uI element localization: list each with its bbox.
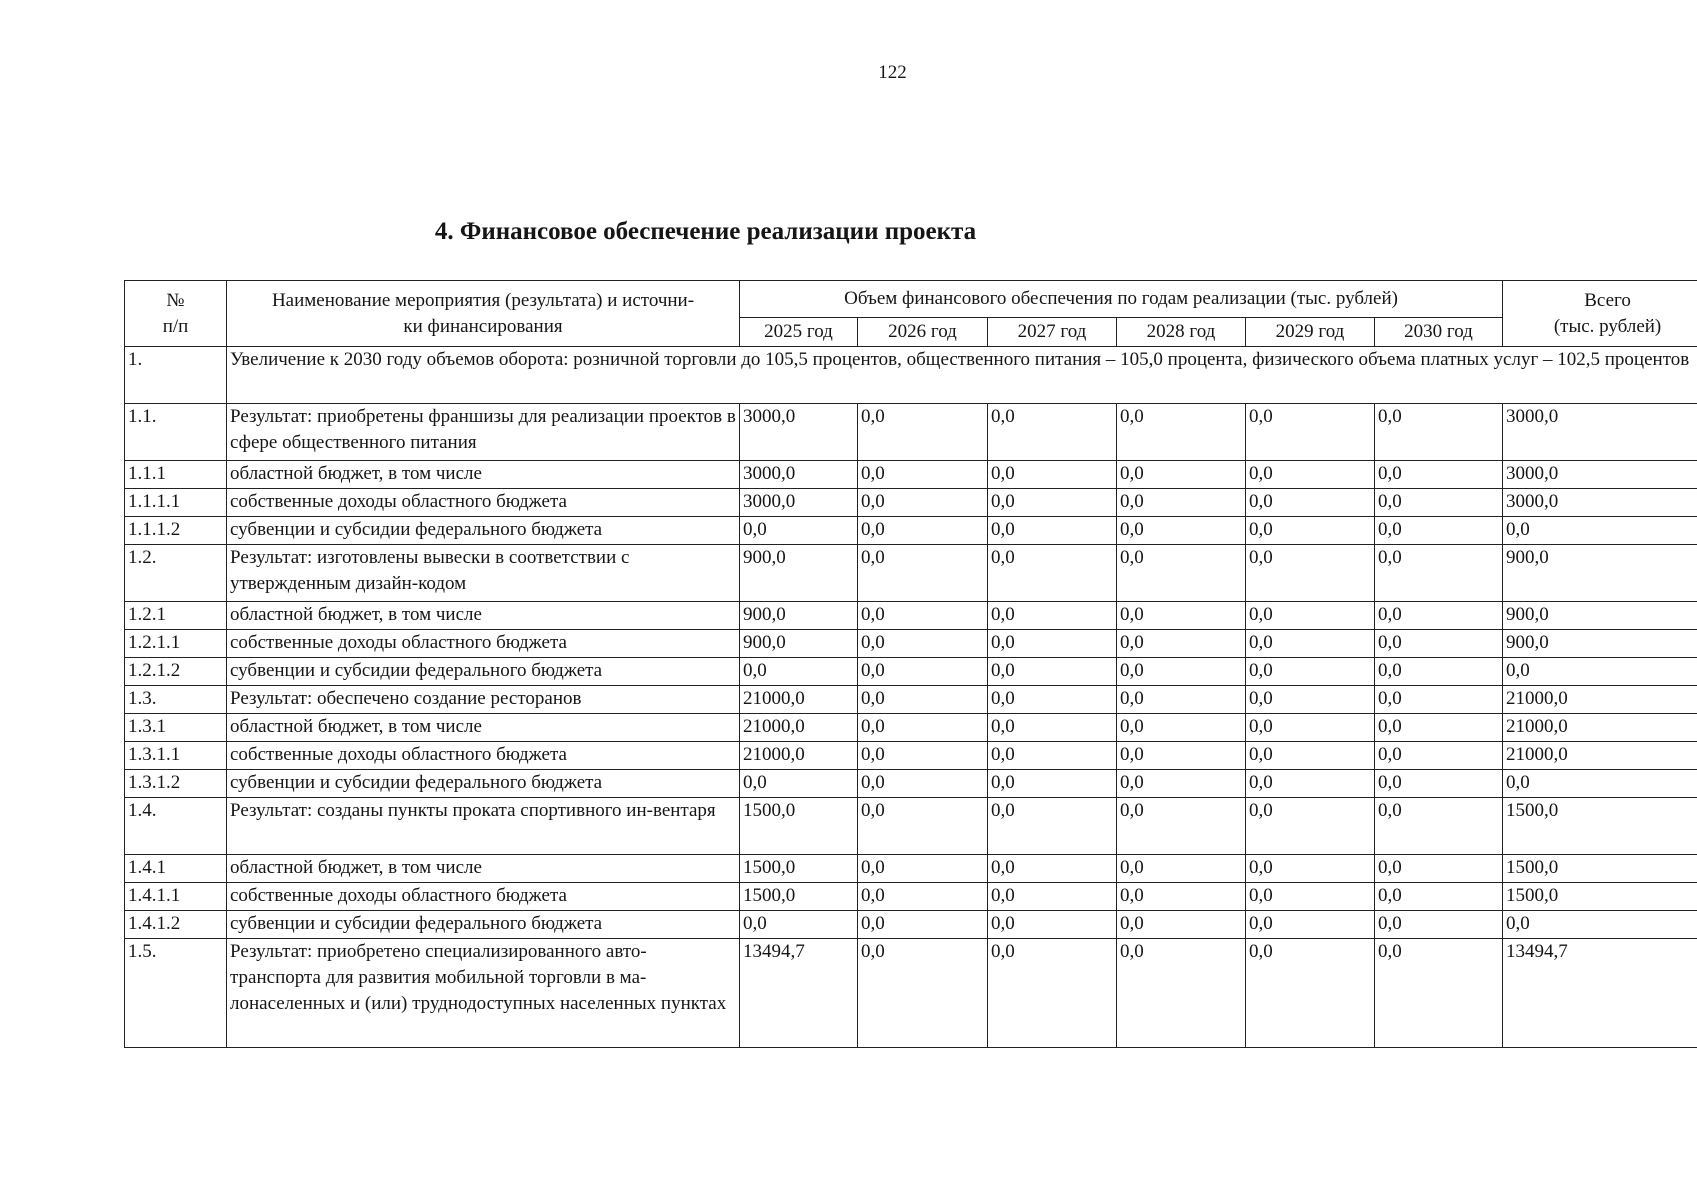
row-value-2025: 0,0 bbox=[740, 911, 858, 939]
row-value-2029: 0,0 bbox=[1246, 461, 1375, 489]
row-name: собственные доходы областного бюджета bbox=[227, 489, 740, 517]
row-value-2028: 0,0 bbox=[1117, 461, 1246, 489]
row-value-2025: 1500,0 bbox=[740, 883, 858, 911]
row-value-2029: 0,0 bbox=[1246, 517, 1375, 545]
row-value-2028: 0,0 bbox=[1117, 602, 1246, 630]
row-name: субвенции и субсидии федерального бюджета bbox=[227, 911, 740, 939]
header-year-2027: 2027 год bbox=[988, 318, 1117, 347]
row-number: 1.4. bbox=[125, 798, 227, 855]
row-value-2029: 0,0 bbox=[1246, 686, 1375, 714]
row-value-2025: 21000,0 bbox=[740, 714, 858, 742]
row-value-2025: 0,0 bbox=[740, 658, 858, 686]
header-year-2026: 2026 год bbox=[858, 318, 988, 347]
table-row bbox=[125, 545, 1697, 602]
goal-text: Увеличение к 2030 году объемов оборота: розничной торговли до 105,5 процентов, общественного питания – 105,0 процента, физического объема платных услуг – 102,5 процентов bbox=[227, 347, 1697, 404]
row-total: 13494,7 bbox=[1503, 939, 1697, 1048]
row-value-2026: 0,0 bbox=[858, 714, 988, 742]
row-value-2029: 0,0 bbox=[1246, 883, 1375, 911]
row-value-2029: 0,0 bbox=[1246, 602, 1375, 630]
row-value-2027: 0,0 bbox=[988, 714, 1117, 742]
table-row bbox=[125, 602, 1697, 630]
row-value-2029: 0,0 bbox=[1246, 742, 1375, 770]
row-value-2028: 0,0 bbox=[1117, 939, 1246, 1048]
table-row bbox=[125, 798, 1697, 855]
row-value-2026: 0,0 bbox=[858, 770, 988, 798]
header-volume: Объем финансового обеспечения по годам реализации (тыс. рублей) bbox=[740, 281, 1503, 318]
row-value-2027: 0,0 bbox=[988, 911, 1117, 939]
row-total: 0,0 bbox=[1503, 770, 1697, 798]
row-value-2030: 0,0 bbox=[1375, 686, 1503, 714]
row-number: 1.1. bbox=[125, 404, 227, 461]
header-number-label: № п/п bbox=[162, 289, 189, 337]
row-number: 1.2. bbox=[125, 545, 227, 602]
row-value-2026: 0,0 bbox=[858, 742, 988, 770]
row-value-2029: 0,0 bbox=[1246, 545, 1375, 602]
table-body bbox=[125, 347, 1697, 1048]
row-value-2026: 0,0 bbox=[858, 517, 988, 545]
row-value-2026: 0,0 bbox=[858, 686, 988, 714]
row-value-2025: 21000,0 bbox=[740, 686, 858, 714]
table-row bbox=[125, 404, 1697, 461]
row-name: собственные доходы областного бюджета bbox=[227, 742, 740, 770]
goal-number: 1. bbox=[125, 347, 227, 404]
row-total: 900,0 bbox=[1503, 602, 1697, 630]
row-value-2030: 0,0 bbox=[1375, 770, 1503, 798]
row-value-2028: 0,0 bbox=[1117, 489, 1246, 517]
row-value-2025: 13494,7 bbox=[740, 939, 858, 1048]
row-number: 1.1.1.2 bbox=[125, 517, 227, 545]
row-value-2027: 0,0 bbox=[988, 939, 1117, 1048]
row-value-2029: 0,0 bbox=[1246, 404, 1375, 461]
row-name: субвенции и субсидии федерального бюджета bbox=[227, 770, 740, 798]
row-value-2030: 0,0 bbox=[1375, 461, 1503, 489]
row-value-2028: 0,0 bbox=[1117, 770, 1246, 798]
table-row bbox=[125, 630, 1697, 658]
row-name: областной бюджет, в том числе bbox=[227, 855, 740, 883]
row-value-2030: 0,0 bbox=[1375, 911, 1503, 939]
row-value-2027: 0,0 bbox=[988, 630, 1117, 658]
document-title: 4. Финансовое обеспечение реализации проекта bbox=[434, 218, 977, 245]
row-value-2029: 0,0 bbox=[1246, 489, 1375, 517]
row-value-2028: 0,0 bbox=[1117, 686, 1246, 714]
row-total: 21000,0 bbox=[1503, 742, 1697, 770]
row-value-2025: 900,0 bbox=[740, 602, 858, 630]
row-total: 21000,0 bbox=[1503, 686, 1697, 714]
row-value-2026: 0,0 bbox=[858, 883, 988, 911]
table-row bbox=[125, 714, 1697, 742]
row-value-2026: 0,0 bbox=[858, 404, 988, 461]
row-value-2028: 0,0 bbox=[1117, 630, 1246, 658]
header-year-2029: 2029 год bbox=[1246, 318, 1375, 347]
table-row bbox=[125, 742, 1697, 770]
row-number: 1.1.1 bbox=[125, 461, 227, 489]
goal-row bbox=[125, 347, 1697, 404]
row-value-2027: 0,0 bbox=[988, 545, 1117, 602]
row-name: Результат: изготовлены вывески в соответствии с утвержденным дизайн-кодом bbox=[227, 545, 740, 602]
header-name bbox=[227, 281, 740, 347]
row-number: 1.5. bbox=[125, 939, 227, 1048]
header-year-2030: 2030 год bbox=[1375, 318, 1503, 347]
row-name: областной бюджет, в том числе bbox=[227, 714, 740, 742]
row-value-2025: 900,0 bbox=[740, 545, 858, 602]
row-value-2028: 0,0 bbox=[1117, 798, 1246, 855]
row-value-2028: 0,0 bbox=[1117, 714, 1246, 742]
row-number: 1.4.1.2 bbox=[125, 911, 227, 939]
row-number: 1.2.1.2 bbox=[125, 658, 227, 686]
row-total: 0,0 bbox=[1503, 517, 1697, 545]
row-value-2029: 0,0 bbox=[1246, 630, 1375, 658]
row-name: субвенции и субсидии федерального бюджета bbox=[227, 658, 740, 686]
row-value-2030: 0,0 bbox=[1375, 883, 1503, 911]
row-value-2025: 1500,0 bbox=[740, 855, 858, 883]
row-total: 900,0 bbox=[1503, 630, 1697, 658]
row-number: 1.3. bbox=[125, 686, 227, 714]
financing-table bbox=[124, 280, 1697, 1048]
table-row bbox=[125, 883, 1697, 911]
row-value-2027: 0,0 bbox=[988, 798, 1117, 855]
row-value-2030: 0,0 bbox=[1375, 939, 1503, 1048]
row-value-2025: 3000,0 bbox=[740, 461, 858, 489]
row-total: 1500,0 bbox=[1503, 883, 1697, 911]
row-value-2027: 0,0 bbox=[988, 658, 1117, 686]
row-value-2025: 3000,0 bbox=[740, 404, 858, 461]
header-number bbox=[125, 281, 227, 347]
row-total: 0,0 bbox=[1503, 911, 1697, 939]
row-value-2025: 1500,0 bbox=[740, 798, 858, 855]
row-number: 1.1.1.1 bbox=[125, 489, 227, 517]
row-value-2028: 0,0 bbox=[1117, 855, 1246, 883]
row-name: областной бюджет, в том числе bbox=[227, 461, 740, 489]
table-row bbox=[125, 939, 1697, 1048]
row-value-2026: 0,0 bbox=[858, 911, 988, 939]
row-value-2028: 0,0 bbox=[1117, 517, 1246, 545]
row-value-2028: 0,0 bbox=[1117, 911, 1246, 939]
row-number: 1.3.1.1 bbox=[125, 742, 227, 770]
row-value-2029: 0,0 bbox=[1246, 911, 1375, 939]
row-value-2028: 0,0 bbox=[1117, 883, 1246, 911]
row-total: 3000,0 bbox=[1503, 404, 1697, 461]
row-value-2030: 0,0 bbox=[1375, 517, 1503, 545]
row-name: Результат: приобретено специализированного авто-транспорта для развития мобильной торговли в ма-лонаселенных и (или) труднодоступных населенных пунктах bbox=[227, 939, 740, 1048]
row-value-2030: 0,0 bbox=[1375, 489, 1503, 517]
row-value-2030: 0,0 bbox=[1375, 714, 1503, 742]
row-value-2025: 0,0 bbox=[740, 770, 858, 798]
row-value-2027: 0,0 bbox=[988, 883, 1117, 911]
row-name: собственные доходы областного бюджета bbox=[227, 883, 740, 911]
row-value-2027: 0,0 bbox=[988, 742, 1117, 770]
row-value-2025: 21000,0 bbox=[740, 742, 858, 770]
row-value-2026: 0,0 bbox=[858, 545, 988, 602]
row-value-2027: 0,0 bbox=[988, 686, 1117, 714]
row-value-2025: 0,0 bbox=[740, 517, 858, 545]
row-name: субвенции и субсидии федерального бюджета bbox=[227, 517, 740, 545]
row-value-2026: 0,0 bbox=[858, 939, 988, 1048]
table-row bbox=[125, 658, 1697, 686]
table-row bbox=[125, 686, 1697, 714]
row-value-2029: 0,0 bbox=[1246, 798, 1375, 855]
row-value-2030: 0,0 bbox=[1375, 658, 1503, 686]
row-value-2030: 0,0 bbox=[1375, 798, 1503, 855]
row-value-2026: 0,0 bbox=[858, 489, 988, 517]
row-value-2027: 0,0 bbox=[988, 855, 1117, 883]
row-number: 1.3.1 bbox=[125, 714, 227, 742]
row-value-2028: 0,0 bbox=[1117, 545, 1246, 602]
row-name: Результат: обеспечено создание ресторанов bbox=[227, 686, 740, 714]
row-value-2026: 0,0 bbox=[858, 602, 988, 630]
row-value-2029: 0,0 bbox=[1246, 714, 1375, 742]
table-row bbox=[125, 855, 1697, 883]
row-name: Результат: созданы пункты проката спортивного ин-вентаря bbox=[227, 798, 740, 855]
row-value-2025: 3000,0 bbox=[740, 489, 858, 517]
table-header bbox=[125, 281, 1697, 347]
row-value-2030: 0,0 bbox=[1375, 742, 1503, 770]
row-value-2027: 0,0 bbox=[988, 404, 1117, 461]
table-row bbox=[125, 517, 1697, 545]
row-name: Результат: приобретены франшизы для реализации проектов в сфере общественного питания bbox=[227, 404, 740, 461]
row-value-2027: 0,0 bbox=[988, 489, 1117, 517]
row-number: 1.4.1.1 bbox=[125, 883, 227, 911]
header-total bbox=[1503, 281, 1697, 347]
row-value-2030: 0,0 bbox=[1375, 404, 1503, 461]
header-total-label: Всего (тыс. рублей) bbox=[1553, 289, 1662, 337]
row-name: собственные доходы областного бюджета bbox=[227, 630, 740, 658]
row-total: 0,0 bbox=[1503, 658, 1697, 686]
table-row bbox=[125, 489, 1697, 517]
row-value-2026: 0,0 bbox=[858, 461, 988, 489]
row-number: 1.2.1 bbox=[125, 602, 227, 630]
row-value-2026: 0,0 bbox=[858, 658, 988, 686]
table-row bbox=[125, 911, 1697, 939]
row-value-2026: 0,0 bbox=[858, 855, 988, 883]
row-name: областной бюджет, в том числе bbox=[227, 602, 740, 630]
row-value-2027: 0,0 bbox=[988, 770, 1117, 798]
row-number: 1.2.1.1 bbox=[125, 630, 227, 658]
row-value-2028: 0,0 bbox=[1117, 742, 1246, 770]
row-total: 21000,0 bbox=[1503, 714, 1697, 742]
header-year-2028: 2028 год bbox=[1117, 318, 1246, 347]
row-total: 1500,0 bbox=[1503, 798, 1697, 855]
row-value-2027: 0,0 bbox=[988, 517, 1117, 545]
table-row bbox=[125, 770, 1697, 798]
row-value-2028: 0,0 bbox=[1117, 404, 1246, 461]
row-value-2027: 0,0 bbox=[988, 602, 1117, 630]
row-value-2030: 0,0 bbox=[1375, 855, 1503, 883]
row-total: 3000,0 bbox=[1503, 489, 1697, 517]
row-value-2029: 0,0 bbox=[1246, 939, 1375, 1048]
row-value-2026: 0,0 bbox=[858, 798, 988, 855]
row-value-2030: 0,0 bbox=[1375, 630, 1503, 658]
row-value-2026: 0,0 bbox=[858, 630, 988, 658]
header-year-2025: 2025 год bbox=[740, 318, 858, 347]
row-value-2030: 0,0 bbox=[1375, 545, 1503, 602]
row-number: 1.3.1.2 bbox=[125, 770, 227, 798]
row-total: 900,0 bbox=[1503, 545, 1697, 602]
row-value-2029: 0,0 bbox=[1246, 855, 1375, 883]
header-name-label: Наименование мероприятия (результата) и источни- ки финансирования bbox=[271, 289, 695, 337]
row-total: 3000,0 bbox=[1503, 461, 1697, 489]
row-value-2027: 0,0 bbox=[988, 461, 1117, 489]
row-total: 1500,0 bbox=[1503, 855, 1697, 883]
page-number: 122 bbox=[878, 62, 907, 83]
row-value-2028: 0,0 bbox=[1117, 658, 1246, 686]
row-value-2029: 0,0 bbox=[1246, 770, 1375, 798]
row-value-2029: 0,0 bbox=[1246, 658, 1375, 686]
table-row bbox=[125, 461, 1697, 489]
row-value-2025: 900,0 bbox=[740, 630, 858, 658]
row-number: 1.4.1 bbox=[125, 855, 227, 883]
row-value-2030: 0,0 bbox=[1375, 602, 1503, 630]
